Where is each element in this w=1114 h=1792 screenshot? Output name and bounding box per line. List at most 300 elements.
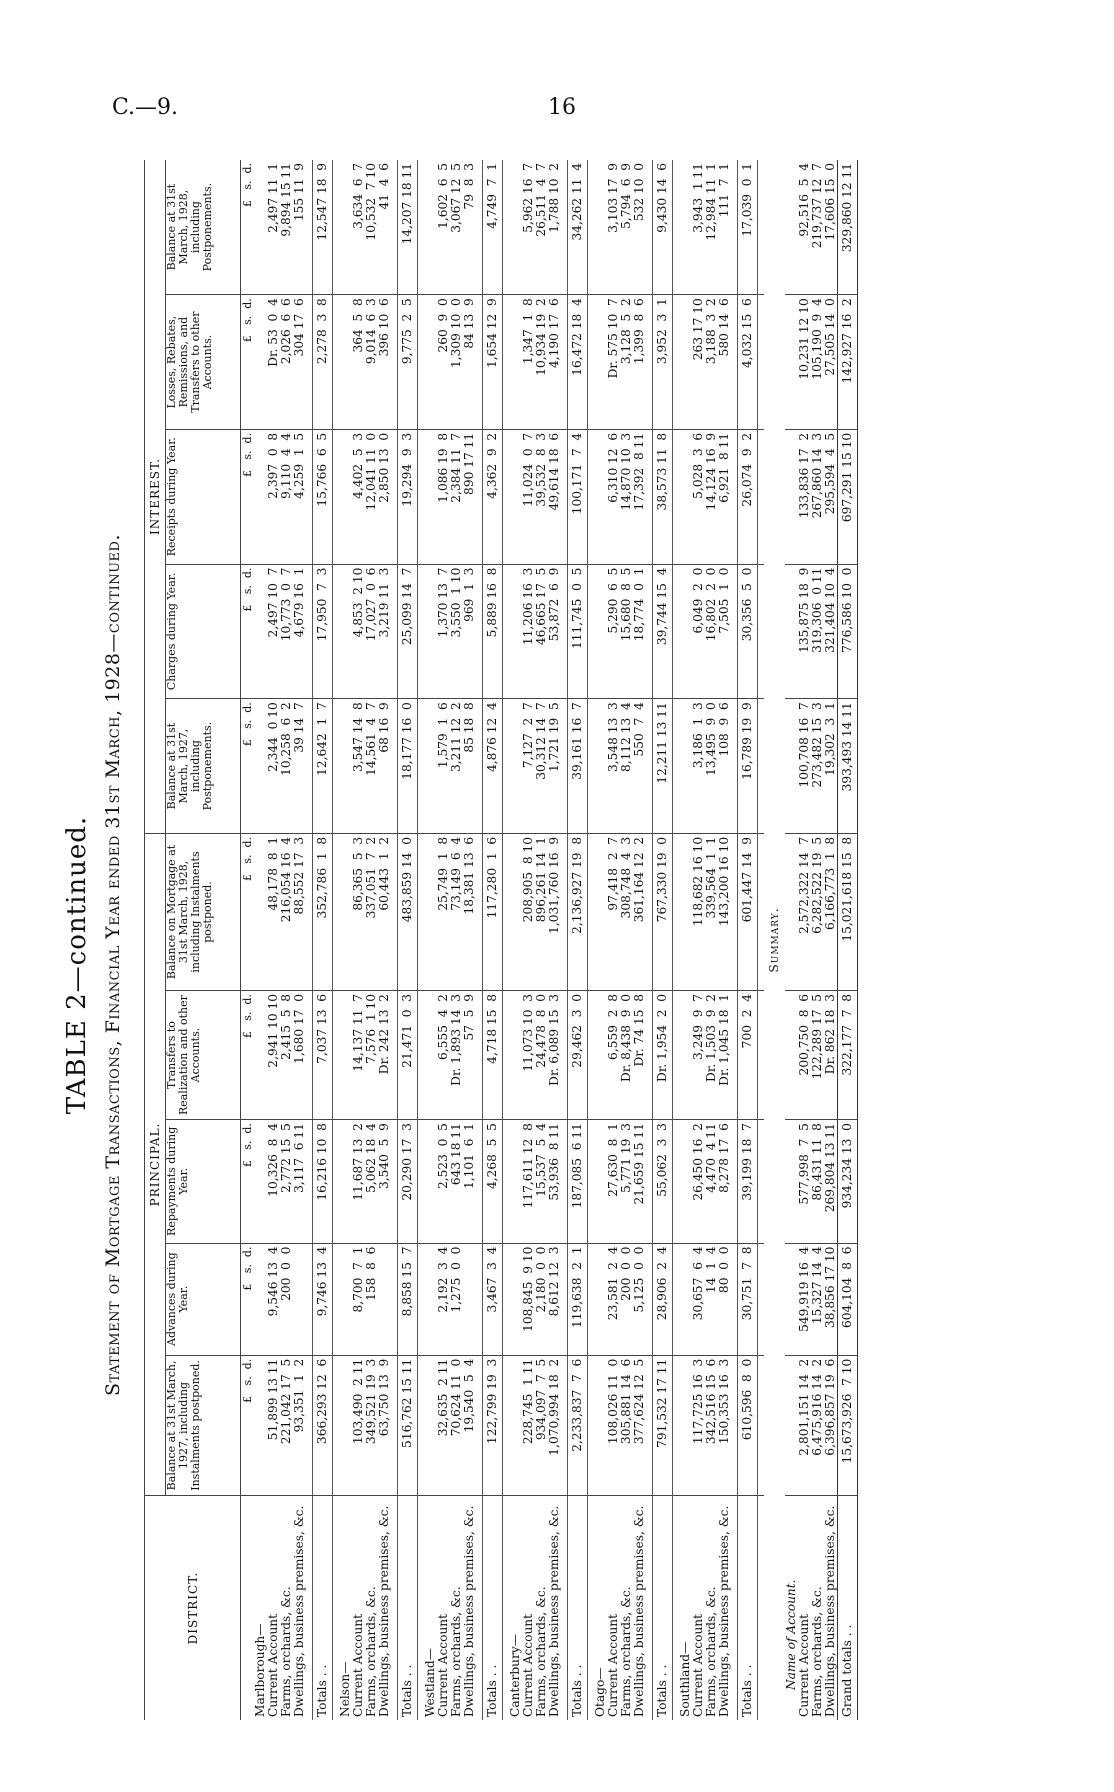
value-cell: 41 4 6	[378, 160, 391, 295]
value-cell: 3,067 12 5	[450, 160, 463, 295]
value-cell: 2,180 0 0	[535, 1243, 548, 1355]
summary-table-row	[811, 160, 824, 1720]
value-cell: 38,856 17 10	[824, 1243, 838, 1355]
value-cell: 260 9 0	[437, 295, 450, 430]
total-cell: 117,280 1 6	[483, 833, 503, 990]
value-cell: 19,540 5 4	[463, 1355, 476, 1495]
value-cell: 5,028 3 6	[692, 429, 705, 564]
column-header: Balance at 31st March, 1928, including Postponements.	[166, 160, 241, 295]
table-row	[365, 160, 378, 1720]
total-cell: 2,136,927 19 8	[568, 833, 588, 990]
total-cell: 12,211 13 11	[653, 699, 673, 834]
unit-cell: £ s. d.	[241, 429, 255, 564]
total-cell: 29,462 3 0	[568, 991, 588, 1120]
value-cell: 3,249 9 7	[692, 991, 705, 1120]
total-cell: 352,786 1 8	[313, 833, 333, 990]
district-name: Westland—	[423, 1648, 437, 1717]
value-cell: 49,614 18 6	[548, 429, 561, 564]
value-cell: 3,540 5 9	[378, 1120, 391, 1243]
value-cell: 25,749 1 8	[437, 833, 450, 990]
value-cell: 15,680 8 5	[620, 564, 633, 699]
table-row	[535, 160, 548, 1720]
unit-cell: £ s. d.	[241, 160, 255, 295]
value-cell: Dr. 575 10 7	[607, 295, 620, 430]
value-cell: 339,564 1 1	[705, 833, 718, 990]
total-cell: 9,746 13 4	[313, 1243, 333, 1355]
totals-label: Totals . .	[568, 1496, 588, 1720]
value-cell: 117,611 12 8	[522, 1120, 535, 1243]
value-cell: 267,860 14 3	[811, 429, 824, 564]
value-cell: 60,443 1 2	[378, 833, 391, 990]
totals-label: Totals . .	[398, 1496, 418, 1720]
value-cell: Dr. 8,438 9 0	[620, 991, 633, 1120]
value-cell: 6,310 12 6	[607, 429, 620, 564]
row-label: Dwellings, business premises, &c.	[823, 1505, 837, 1717]
value-cell: 3,634 6 7	[352, 160, 365, 295]
grand-total-cell: 604,104 8 6	[838, 1243, 858, 1355]
value-cell: 2,497 10 7	[267, 564, 280, 699]
column-header: Balance at 31st March, 1927, including Instalments postponed.	[166, 1355, 241, 1495]
value-cell: 105,190 9 4	[811, 295, 824, 430]
district-name-row	[679, 160, 692, 1720]
total-cell: 111,745 0 5	[568, 564, 588, 699]
value-cell: 2,344 0 10	[267, 699, 280, 834]
value-cell: 2,415 5 8	[280, 991, 293, 1120]
column-header: Charges during Year.	[166, 564, 241, 699]
value-cell: 321,404 10 4	[824, 564, 838, 699]
value-cell: 216,054 16 4	[280, 833, 293, 990]
row-label: Farms, orchards, &c.	[279, 1586, 293, 1717]
value-cell: 10,532 7 10	[365, 160, 378, 295]
total-cell: 30,356 5 0	[738, 564, 758, 699]
value-cell: 8,112 13 4	[620, 699, 633, 834]
value-cell: 2,497 11 1	[267, 160, 280, 295]
district-name-row	[339, 160, 352, 1720]
value-cell: 135,875 18 9	[798, 564, 811, 699]
district-name: Canterbury—	[508, 1634, 522, 1717]
value-cell: 122,289 17 5	[811, 991, 824, 1120]
totals-label: Totals . .	[738, 1496, 758, 1720]
value-cell: 7,127 2 7	[522, 699, 535, 834]
value-cell: 8,612 12 3	[548, 1243, 561, 1355]
value-cell: 3,219 11 3	[378, 564, 391, 699]
value-cell: 39,532 8 3	[535, 429, 548, 564]
value-cell: 80 0 0	[718, 1243, 731, 1355]
units-row	[241, 160, 255, 1720]
total-cell: 34,262 11 4	[568, 160, 588, 295]
value-cell: 11,687 13 2	[352, 1120, 365, 1243]
value-cell: 1,070,994 18 2	[548, 1355, 561, 1495]
value-cell: 969 1 3	[463, 564, 476, 699]
total-cell: 39,199 18 7	[738, 1120, 758, 1243]
row-label: Farms, orchards, &c.	[619, 1586, 633, 1717]
value-cell: 79 8 3	[463, 160, 476, 295]
value-cell: 111 7 1	[718, 160, 731, 295]
table-row	[522, 160, 535, 1720]
grand-total-cell: 934,234 13 0	[838, 1120, 858, 1243]
total-cell: 601,447 14 9	[738, 833, 758, 990]
value-cell: 273,482 15 3	[811, 699, 824, 834]
value-cell: 48,178 8 1	[267, 833, 280, 990]
value-cell: Dr. 53 0 4	[267, 295, 280, 430]
value-cell: 23,581 2 4	[607, 1243, 620, 1355]
value-cell: 4,679 16 1	[293, 564, 306, 699]
value-cell: 11,024 0 7	[522, 429, 535, 564]
value-cell: 26,450 16 2	[692, 1120, 705, 1243]
principal-header: PRINCIPAL.	[145, 833, 166, 1495]
value-cell: 550 7 4	[633, 699, 646, 834]
value-cell: 337,051 7 2	[365, 833, 378, 990]
value-cell: 208,905 8 10	[522, 833, 535, 990]
value-cell: 2,192 3 4	[437, 1243, 450, 1355]
value-cell: 5,771 19 3	[620, 1120, 633, 1243]
district-name-row	[594, 160, 607, 1720]
total-cell: 122,799 19 3	[483, 1355, 503, 1495]
row-label: Dwellings, business premises, &c.	[377, 1505, 391, 1717]
value-cell: 32,635 2 11	[437, 1355, 450, 1495]
unit-cell: £ s. d.	[241, 833, 255, 990]
value-cell: 10,258 6 2	[280, 699, 293, 834]
table-row	[705, 160, 718, 1720]
value-cell: 97,418 2 7	[607, 833, 620, 990]
value-cell: 1,680 17 0	[293, 991, 306, 1120]
grand-total-cell: 776,586 10 0	[838, 564, 858, 699]
table-row	[548, 160, 561, 1720]
value-cell: 15,537 5 4	[535, 1120, 548, 1243]
value-cell: 86,431 11 8	[811, 1120, 824, 1243]
total-cell: 187,085 6 11	[568, 1120, 588, 1243]
value-cell: 200,750 8 6	[798, 991, 811, 1120]
total-cell: 3,467 3 4	[483, 1243, 503, 1355]
summary-row	[764, 160, 785, 1720]
value-cell: 7,576 1 10	[365, 991, 378, 1120]
grand-totals-row	[838, 160, 858, 1720]
value-cell: 364 5 8	[352, 295, 365, 430]
value-cell: 349,521 19 3	[365, 1355, 378, 1495]
value-cell	[463, 1243, 476, 1355]
column-header: Balance at 31st March, 1927, including Postponements.	[166, 699, 241, 834]
total-cell: 17,039 0 1	[738, 160, 758, 295]
row-label: Current Account	[797, 1613, 811, 1717]
value-cell: Dr. 1,893 14 3	[450, 991, 463, 1120]
value-cell: 4,853 2 10	[352, 564, 365, 699]
value-cell: 4,190 17 6	[548, 295, 561, 430]
unit-cell: £ s. d.	[241, 991, 255, 1120]
column-header: Balance on Mortgage at 31st March, 1928, including Instalments postponed.	[166, 833, 241, 990]
total-cell: 19,294 9 3	[398, 429, 418, 564]
value-cell: 57 5 9	[463, 991, 476, 1120]
value-cell: 88,552 17 3	[293, 833, 306, 990]
value-cell: 890 17 11	[463, 429, 476, 564]
unit-cell: £ s. d.	[241, 564, 255, 699]
value-cell: 4,259 1 5	[293, 429, 306, 564]
total-cell: 4,268 5 5	[483, 1120, 503, 1243]
value-cell: 11,206 16 3	[522, 564, 535, 699]
total-cell: 791,532 17 11	[653, 1355, 673, 1495]
value-cell: 377,624 12 5	[633, 1355, 646, 1495]
summary-table-row	[824, 160, 838, 1720]
table-row	[280, 160, 293, 1720]
unit-cell: £ s. d.	[241, 1243, 255, 1355]
district-name: Southland—	[678, 1641, 692, 1717]
value-cell: 3,211 12 2	[450, 699, 463, 834]
value-cell: 150,353 16 3	[718, 1355, 731, 1495]
value-cell: 9,014 6 3	[365, 295, 378, 430]
value-cell: 5,125 0 0	[633, 1243, 646, 1355]
total-cell: 16,789 19 9	[738, 699, 758, 834]
grand-total-cell: 322,177 7 8	[838, 991, 858, 1120]
value-cell: 46,665 17 5	[535, 564, 548, 699]
row-label: Current Account	[691, 1613, 705, 1717]
value-cell: Dr. 1,045 18 1	[718, 991, 731, 1120]
row-label: Dwellings, business premises, &c.	[292, 1505, 306, 1717]
value-cell: 4,402 5 3	[352, 429, 365, 564]
row-label: Current Account	[521, 1613, 535, 1717]
column-header: Receipts during Year.	[166, 429, 241, 564]
row-label: Current Account	[606, 1613, 620, 1717]
table-row	[437, 160, 450, 1720]
total-cell: 700 2 4	[738, 991, 758, 1120]
total-cell: 2,278 3 8	[313, 295, 333, 430]
value-cell: 84 13 9	[463, 295, 476, 430]
value-cell: 5,062 18 4	[365, 1120, 378, 1243]
total-cell: 3,952 3 1	[653, 295, 673, 430]
value-cell: 1,347 1 8	[522, 295, 535, 430]
total-cell: 610,596 8 0	[738, 1355, 758, 1495]
page-number: 16	[548, 95, 576, 120]
table-row	[633, 160, 646, 1720]
value-cell: 396 10 6	[378, 295, 391, 430]
value-cell: 10,326 8 4	[267, 1120, 280, 1243]
value-cell: 16,802 2 0	[705, 564, 718, 699]
district-name: Marlborough—	[253, 1623, 267, 1717]
value-cell: 27,505 14 0	[824, 295, 838, 430]
value-cell: 68 16 9	[378, 699, 391, 834]
value-cell: Dr. 6,089 15 3	[548, 991, 561, 1120]
value-cell: 319,306 0 11	[811, 564, 824, 699]
value-cell: 93,351 1 2	[293, 1355, 306, 1495]
mortgage-table	[144, 160, 858, 1720]
value-cell: 1,275 0 0	[450, 1243, 463, 1355]
total-cell: 21,471 0 3	[398, 991, 418, 1120]
value-cell: 1,031,760 16 9	[548, 833, 561, 990]
totals-row	[398, 160, 418, 1720]
grand-total-cell: 15,673,926 7 10	[838, 1355, 858, 1495]
grand-total-cell: 393,493 14 11	[838, 699, 858, 834]
value-cell: 21,659 15 11	[633, 1120, 646, 1243]
value-cell: 305,881 14 6	[620, 1355, 633, 1495]
table-title: TABLE 2—continued.	[62, 815, 92, 1115]
value-cell: 17,392 8 11	[633, 429, 646, 564]
district-name-row	[509, 160, 522, 1720]
value-cell: 30,657 6 4	[692, 1243, 705, 1355]
total-cell: 30,751 7 8	[738, 1243, 758, 1355]
value-cell: 1,101 6 1	[463, 1120, 476, 1243]
grand-totals-label: Grand totals . .	[838, 1496, 858, 1720]
value-cell: 6,166,773 1 8	[824, 833, 838, 990]
value-cell: 221,042 17 5	[280, 1355, 293, 1495]
value-cell: 2,572,322 14 7	[798, 833, 811, 990]
total-cell: 9,775 2 5	[398, 295, 418, 430]
table-row	[267, 160, 280, 1720]
value-cell: 5,794 6 9	[620, 160, 633, 295]
summary-table-row	[798, 160, 811, 1720]
total-cell: 39,744 15 4	[653, 564, 673, 699]
value-cell: 3,188 3 2	[705, 295, 718, 430]
value-cell: 263 17 10	[692, 295, 705, 430]
total-cell: 5,889 16 8	[483, 564, 503, 699]
value-cell: 24,478 8 0	[535, 991, 548, 1120]
value-cell: 2,384 11 7	[450, 429, 463, 564]
unit-cell: £ s. d.	[241, 699, 255, 834]
table-row	[692, 160, 705, 1720]
row-label: Farms, orchards, &c.	[534, 1586, 548, 1717]
totals-label: Totals . .	[653, 1496, 673, 1720]
row-label: Dwellings, business premises, &c.	[632, 1505, 646, 1717]
total-cell: 100,171 7 4	[568, 429, 588, 564]
value-cell: 643 18 11	[450, 1120, 463, 1243]
value-cell: 9,546 13 4	[267, 1243, 280, 1355]
value-cell: 108 9 6	[718, 699, 731, 834]
table-row	[378, 160, 391, 1720]
value-cell: 896,261 14 1	[535, 833, 548, 990]
value-cell: 14,561 4 7	[365, 699, 378, 834]
value-cell: Dr. 74 15 8	[633, 991, 646, 1120]
column-header: Transfers to Realization and other Accounts.	[166, 991, 241, 1120]
district-name: Nelson—	[338, 1661, 352, 1717]
value-cell: 26,511 4 7	[535, 160, 548, 295]
value-cell: 10,231 12 10	[798, 295, 811, 430]
value-cell: 2,941 10 10	[267, 991, 280, 1120]
total-cell: Dr. 1,954 2 0	[653, 991, 673, 1120]
table-row	[352, 160, 365, 1720]
value-cell: 158 8 6	[365, 1243, 378, 1355]
column-header: Repayments during Year.	[166, 1120, 241, 1243]
value-cell: 10,773 0 7	[280, 564, 293, 699]
total-cell: 4,032 15 6	[738, 295, 758, 430]
value-cell: 133,836 17 2	[798, 429, 811, 564]
value-cell: 2,397 0 8	[267, 429, 280, 564]
value-cell: 3,943 1 11	[692, 160, 705, 295]
value-cell: 1,721 19 5	[548, 699, 561, 834]
value-cell: 17,027 0 6	[365, 564, 378, 699]
value-cell: Dr. 862 18 3	[824, 991, 838, 1120]
table-subtitle: Statement of Mortgage Transactions, Financial Year ended 31st March, 1928—continued.	[102, 533, 124, 1397]
row-label: Current Account	[436, 1613, 450, 1717]
value-cell: 219,737 12 7	[811, 160, 824, 295]
value-cell: 6,921 8 11	[718, 429, 731, 564]
row-label: Farms, orchards, &c.	[364, 1586, 378, 1717]
total-cell: 767,330 19 0	[653, 833, 673, 990]
district-name: Otago—	[593, 1667, 607, 1717]
total-cell: 2,233,837 7 6	[568, 1355, 588, 1495]
value-cell: 269,804 13 11	[824, 1120, 838, 1243]
value-cell: 155 11 9	[293, 160, 306, 295]
value-cell: 361,164 12 2	[633, 833, 646, 990]
units-label	[241, 1496, 255, 1720]
total-cell: 4,876 12 4	[483, 699, 503, 834]
value-cell: 10,934 19 2	[535, 295, 548, 430]
value-cell: 1,086 19 8	[437, 429, 450, 564]
value-cell: 8,278 17 6	[718, 1120, 731, 1243]
total-cell: 15,766 6 5	[313, 429, 333, 564]
value-cell: 30,312 14 7	[535, 699, 548, 834]
value-cell: 580 14 6	[718, 295, 731, 430]
totals-row	[483, 160, 503, 1720]
value-cell: 6,282,522 19 5	[811, 833, 824, 990]
value-cell: 13,495 9 0	[705, 699, 718, 834]
value-cell: 73,149 6 4	[450, 833, 463, 990]
total-cell: 14,207 18 11	[398, 160, 418, 295]
totals-label: Totals . .	[313, 1496, 333, 1720]
total-cell: 38,573 11 8	[653, 429, 673, 564]
name-of-account-row	[785, 160, 798, 1720]
value-cell: 6,475,916 14 2	[811, 1355, 824, 1495]
value-cell: 86,365 5 3	[352, 833, 365, 990]
value-cell: 17,606 15 0	[824, 160, 838, 295]
value-cell: 118,682 16 10	[692, 833, 705, 990]
page-ref: C.—9.	[112, 95, 179, 120]
value-cell: 200 0 0	[280, 1243, 293, 1355]
total-cell: 55,062 3 3	[653, 1120, 673, 1243]
rotated-page	[62, 140, 1002, 1790]
value-cell: 108,845 9 10	[522, 1243, 535, 1355]
total-cell: 483,859 14 0	[398, 833, 418, 990]
value-cell: 5,962 16 7	[522, 160, 535, 295]
value-cell	[378, 1243, 391, 1355]
value-cell: 1,370 13 7	[437, 564, 450, 699]
summary-label: Summary.	[767, 907, 781, 973]
value-cell: 14,870 10 3	[620, 429, 633, 564]
value-cell: 143,200 16 10	[718, 833, 731, 990]
row-label: Dwellings, business premises, &c.	[717, 1505, 731, 1717]
value-cell	[293, 1243, 306, 1355]
name-of-account-label: Name of Account.	[784, 1579, 798, 1690]
unit-cell: £ s. d.	[241, 1355, 255, 1495]
totals-row	[738, 160, 758, 1720]
total-cell: 25,099 14 7	[398, 564, 418, 699]
value-cell: 3,117 6 11	[293, 1120, 306, 1243]
district-name-row	[254, 160, 267, 1720]
value-cell: 108,026 11 0	[607, 1355, 620, 1495]
value-cell: 577,998 7 5	[798, 1120, 811, 1243]
totals-row	[568, 160, 588, 1720]
value-cell: 85 18 8	[463, 699, 476, 834]
value-cell: 1,579 1 6	[437, 699, 450, 834]
value-cell: 304 17 6	[293, 295, 306, 430]
value-cell: 3,128 5 2	[620, 295, 633, 430]
value-cell: 8,700 7 1	[352, 1243, 365, 1355]
value-cell: 3,103 17 9	[607, 160, 620, 295]
total-cell: 16,216 10 8	[313, 1120, 333, 1243]
value-cell: 228,745 1 11	[522, 1355, 535, 1495]
value-cell: 18,381 13 6	[463, 833, 476, 990]
value-cell: 2,026 6 6	[280, 295, 293, 430]
total-cell: 366,293 12 6	[313, 1355, 333, 1495]
district-header: DISTRICT.	[145, 1496, 241, 1720]
total-cell: 26,074 9 2	[738, 429, 758, 564]
total-cell: 28,906 2 4	[653, 1243, 673, 1355]
column-header: Losses, Rebates, Remissions, and Transfers to other Accounts.	[166, 295, 241, 430]
value-cell: 14 1 4	[705, 1243, 718, 1355]
table-row	[463, 160, 476, 1720]
value-cell: 53,936 8 11	[548, 1120, 561, 1243]
total-cell: 16,472 18 4	[568, 295, 588, 430]
value-cell: 200 0 0	[620, 1243, 633, 1355]
value-cell: 117,725 16 3	[692, 1355, 705, 1495]
value-cell: 9,110 4 4	[280, 429, 293, 564]
value-cell: 39 14 7	[293, 699, 306, 834]
